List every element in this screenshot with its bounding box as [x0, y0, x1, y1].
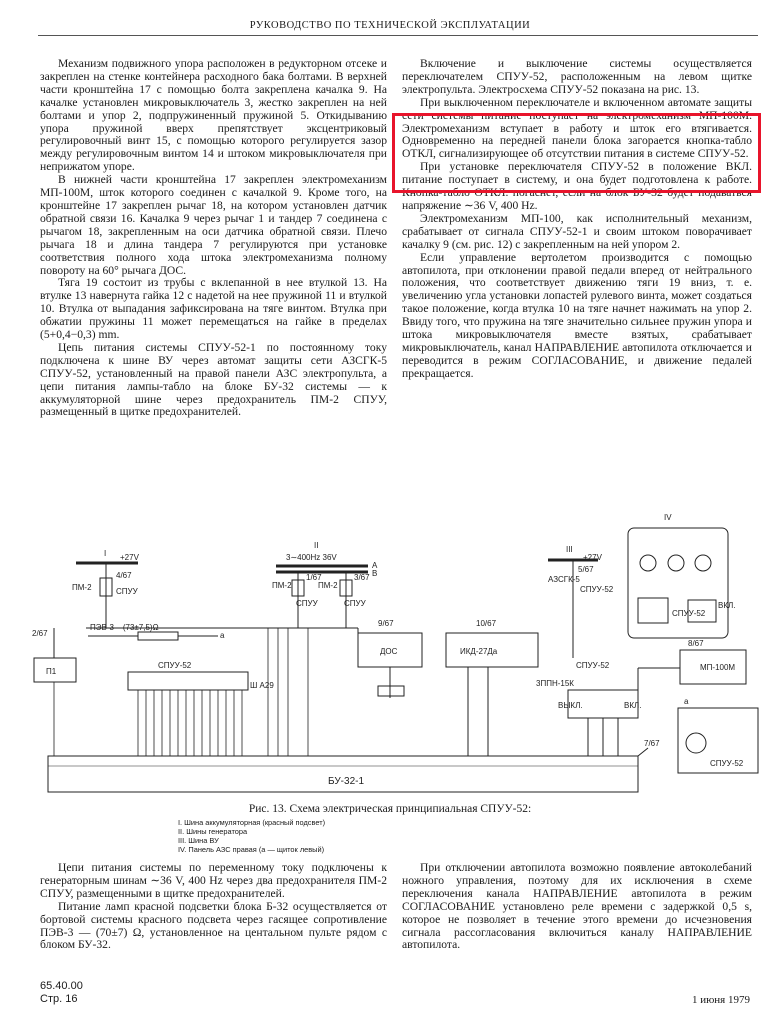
bus-2-voltage: 3∼400Hz 36V [286, 553, 337, 562]
switch-label: СПУУ-52 [576, 661, 610, 670]
fuse-ref-c: 3/67 [354, 573, 370, 582]
page-header: РУКОВОДСТВО ПО ТЕХНИЧЕСКОЙ ЭКСПЛУАТАЦИИ [249, 20, 531, 31]
figure-caption: Рис. 13. Схема электрическая принципиальная СПУУ-52: [248, 803, 532, 815]
panel-vkl: ВКЛ. [718, 601, 736, 610]
switch-on: ВКЛ. [624, 701, 642, 710]
ref-9-67: 9/67 [378, 619, 394, 628]
fuse-ref-b: 1/67 [306, 573, 322, 582]
paragraph: Включение и выключение системы осуществляется переключателем СПУУ-52, расположенным на левом щитке электропульта. Электросхема СПУУ-52 показана на рис. 13. [402, 57, 752, 96]
right-column-bottom [402, 862, 752, 952]
bus-2-label: II [314, 541, 319, 550]
paragraph: Если управление вертолетом производится с помощью автопилота, при отклонении правой педали вперед от нейтрального положения, что соответствует движению тяги 19 вниз, т. е. увеличению угла установки лопастей рулевого винта, может создаться такое положение, когда втулка 10 на тяге начнет нажимать на упор 2. Ввиду того, что пружина на тяге значительно сильнее пружин упора и штока микровыключателя вместе взятых, срабатывает микровыключатель, канал НАПРАВЛЕНИЕ автопилота отключается и переводится в режим СОГЛАСОВАНИЕ, и движение педалей прекращается. [402, 250, 752, 380]
switch-off: ВЫКЛ. [558, 701, 583, 710]
breaker-sub: СПУУ-52 [580, 585, 614, 594]
paragraph: При установке переключателя СПУУ-52 в положение ВКЛ. питание поступает в систему, и она будет подготовлена к работе. Кнопка-табло ОТКЛ. погаснет, если на блок БУ-32 будет подаваться напряжение ∼36 V, 400 Hz. [402, 160, 752, 212]
fuse-pm2-c: ПМ-2 [318, 581, 338, 590]
legend-item: II. Шины генератора [178, 827, 248, 836]
paragraph: Цепи питания системы по переменному току подключены к генераторным шинам ∼36 V, 400 Hz через два предохранителя ПМ-2 СПУУ, размещенными в щитке предохранителей. [40, 861, 387, 900]
document-code: 65.40.00 [40, 980, 83, 992]
bus-2-a: A [372, 561, 378, 570]
header-rule [38, 35, 758, 36]
dos-label: ДОС [380, 647, 398, 656]
relay-label: 3ППН-15К [536, 679, 574, 688]
p1-label: П1 [46, 667, 57, 676]
panel-spuu: СПУУ-52 [672, 609, 706, 618]
page-number: Стр. 16 [40, 993, 78, 1005]
circuit-diagram [28, 508, 772, 798]
mp100m-label: МП-100М [700, 663, 736, 672]
ref-8-67: 8/67 [688, 639, 704, 648]
legend-item: IV. Панель АЗС правая (а — щиток левый) [178, 845, 325, 854]
footer-left [40, 980, 83, 1006]
figure-legend [178, 818, 325, 854]
connector-label: СПУУ-52 [158, 661, 192, 670]
paragraph: Тяга 19 состоит из трубы с вклепанной в нее втулкой 13. На втулке 13 навернута гайка 12 с надетой на нее пружиной 11 и втулкой 10. Втулка от выпадания зафиксирована на тяге винтом. Втулка при обжатии пружины 11 может перемещаться на гайке в пределах (5+0,4−0,3) mm. [40, 276, 387, 342]
fuse-ref: 4/67 [116, 571, 132, 580]
panel-a-spuu: СПУУ-52 [710, 759, 744, 768]
spuu-b: СПУУ [296, 599, 318, 608]
bus-2-b: B [372, 569, 378, 578]
ref-7-67: 7/67 [644, 739, 660, 748]
legend-item: III. Шина ВУ [178, 836, 219, 845]
highlight-box [392, 113, 761, 193]
paragraph: Цепь питания системы СПУУ-52-1 по постоянному току подключена к шине ВУ через автомат защиты сети АЗСГК-5 СПУУ-52, установленный на правой панели АЗС электропульта, а цепи питания лампы-табло на блоке БУ-32 системы — к аккумуляторной шине через предохранитель ПМ-2 СПУУ, размещенный в щитке предохранителей. [40, 340, 387, 419]
fuse-pm2-b: ПМ-2 [272, 581, 292, 590]
paragraph: Электромеханизм МП-100, как исполнительный механизм, срабатывает от сигнала СПУУ-52-1 и своим штоком поворачивает качалку 9 (см. рис. 12) с закрепленным на ней упором 2. [402, 211, 752, 251]
resistor-a: а [220, 631, 225, 640]
ref-2-67: 2/67 [32, 629, 48, 638]
bus-1-voltage: +27V [120, 553, 139, 562]
left-column-bottom [40, 862, 387, 952]
ref-10-67: 10/67 [476, 619, 497, 628]
footer-date: 1 июня 1979 [691, 994, 750, 1006]
resistor-label: ПЭВ-3 – (73±7,5)Ω [90, 623, 159, 632]
bu32-label: БУ-32-1 [328, 776, 365, 787]
paragraph: Питание ламп красной подсветки блока Б-32 осуществляется от бортовой системы красного подсвета через гасящее сопротивление ПЭВ-3 — (70±7) Ω, установленное на центальном пульте рядом с блоком БУ-32. [40, 899, 387, 952]
left-column [40, 58, 387, 419]
ikd-label: ИКД-27Да [460, 647, 498, 656]
paragraph: В нижней части кронштейна 17 закреплен электромеханизм МП-100М, шток которого соединен с качалкой 9. Кроме того, на кронштейне 17 закреплен рычаг 18, на котором установлен датчик обратной связи 16. Качалка 9 через рычаг 1 и тандер 7 соединена с рычагом 18, закрепленным на оси датчика обратной связи. Плечо рычага 18 и длина тандера 7 регулируются при установке соответствия полного хода штока электромеханизма полному повороту на 60° рычага ДОС. [40, 173, 387, 277]
panel-a-label: а [684, 697, 689, 706]
paragraph: При отключении автопилота возможно появление автоколебаний ножного управления, поэтому для их исключения в схеме переключения канала НАПРАВЛЕНИЕ автопилота в режим СОГЛАСОВАНИЕ установлено реле времени с задержкой 0,5 s, которое не позволяет в течение этого времени до исчезновения сигнала рассогласования включиться каналу НАПРАВЛЕНИЕ автопилота. [402, 861, 752, 952]
paragraph: Механизм подвижного упора расположен в редукторном отсеке и закреплен на стенке контейнера расходного бака болтами. В верхней части кронштейна 17 с помощью болта закреплена качалка 9. На качалке установлен микровыключатель 3, жестко закреплен на ней болтами и упор 2, подпружиненный пружиной 5. Откидыванию упора пружиной вверх препятствует эксцентриковый регулировочный винт 15, с помощью которого регулируется зазор между регулировочным винтом 14 и штоком микровыключателя при неприжатом упоре. [40, 57, 387, 174]
spuu-c: СПУУ [344, 599, 366, 608]
bus-3-voltage: +27V [583, 553, 602, 562]
right-column [402, 58, 752, 381]
panel-iv-label: IV [664, 513, 672, 522]
bus-1-label: I [104, 549, 107, 558]
legend-item: I. Шина аккумуляторная (красный подсвет) [178, 818, 326, 827]
bus-3-label: III [566, 545, 573, 554]
fuse-pm2-label: ПМ-2 [72, 583, 92, 592]
breaker-ref: 5/67 [578, 565, 594, 574]
breaker-azs: АЗСГК-5 [548, 575, 580, 584]
fuse-sub: СПУУ [116, 587, 138, 596]
connector-sha29: Ш А29 [250, 681, 274, 690]
highlighted-paragraph: При выключенном переключателе и включенном автомате защиты сети системы питание поступает на электромеханизм МП-100М. Электромеханизм вступает в работу и шток его втягивается. Одновременно на передней панели блока загорается кнопка-табло ОТКЛ, сигнализирующее об отсутствии питания в системе СПУУ-52. [402, 95, 752, 161]
